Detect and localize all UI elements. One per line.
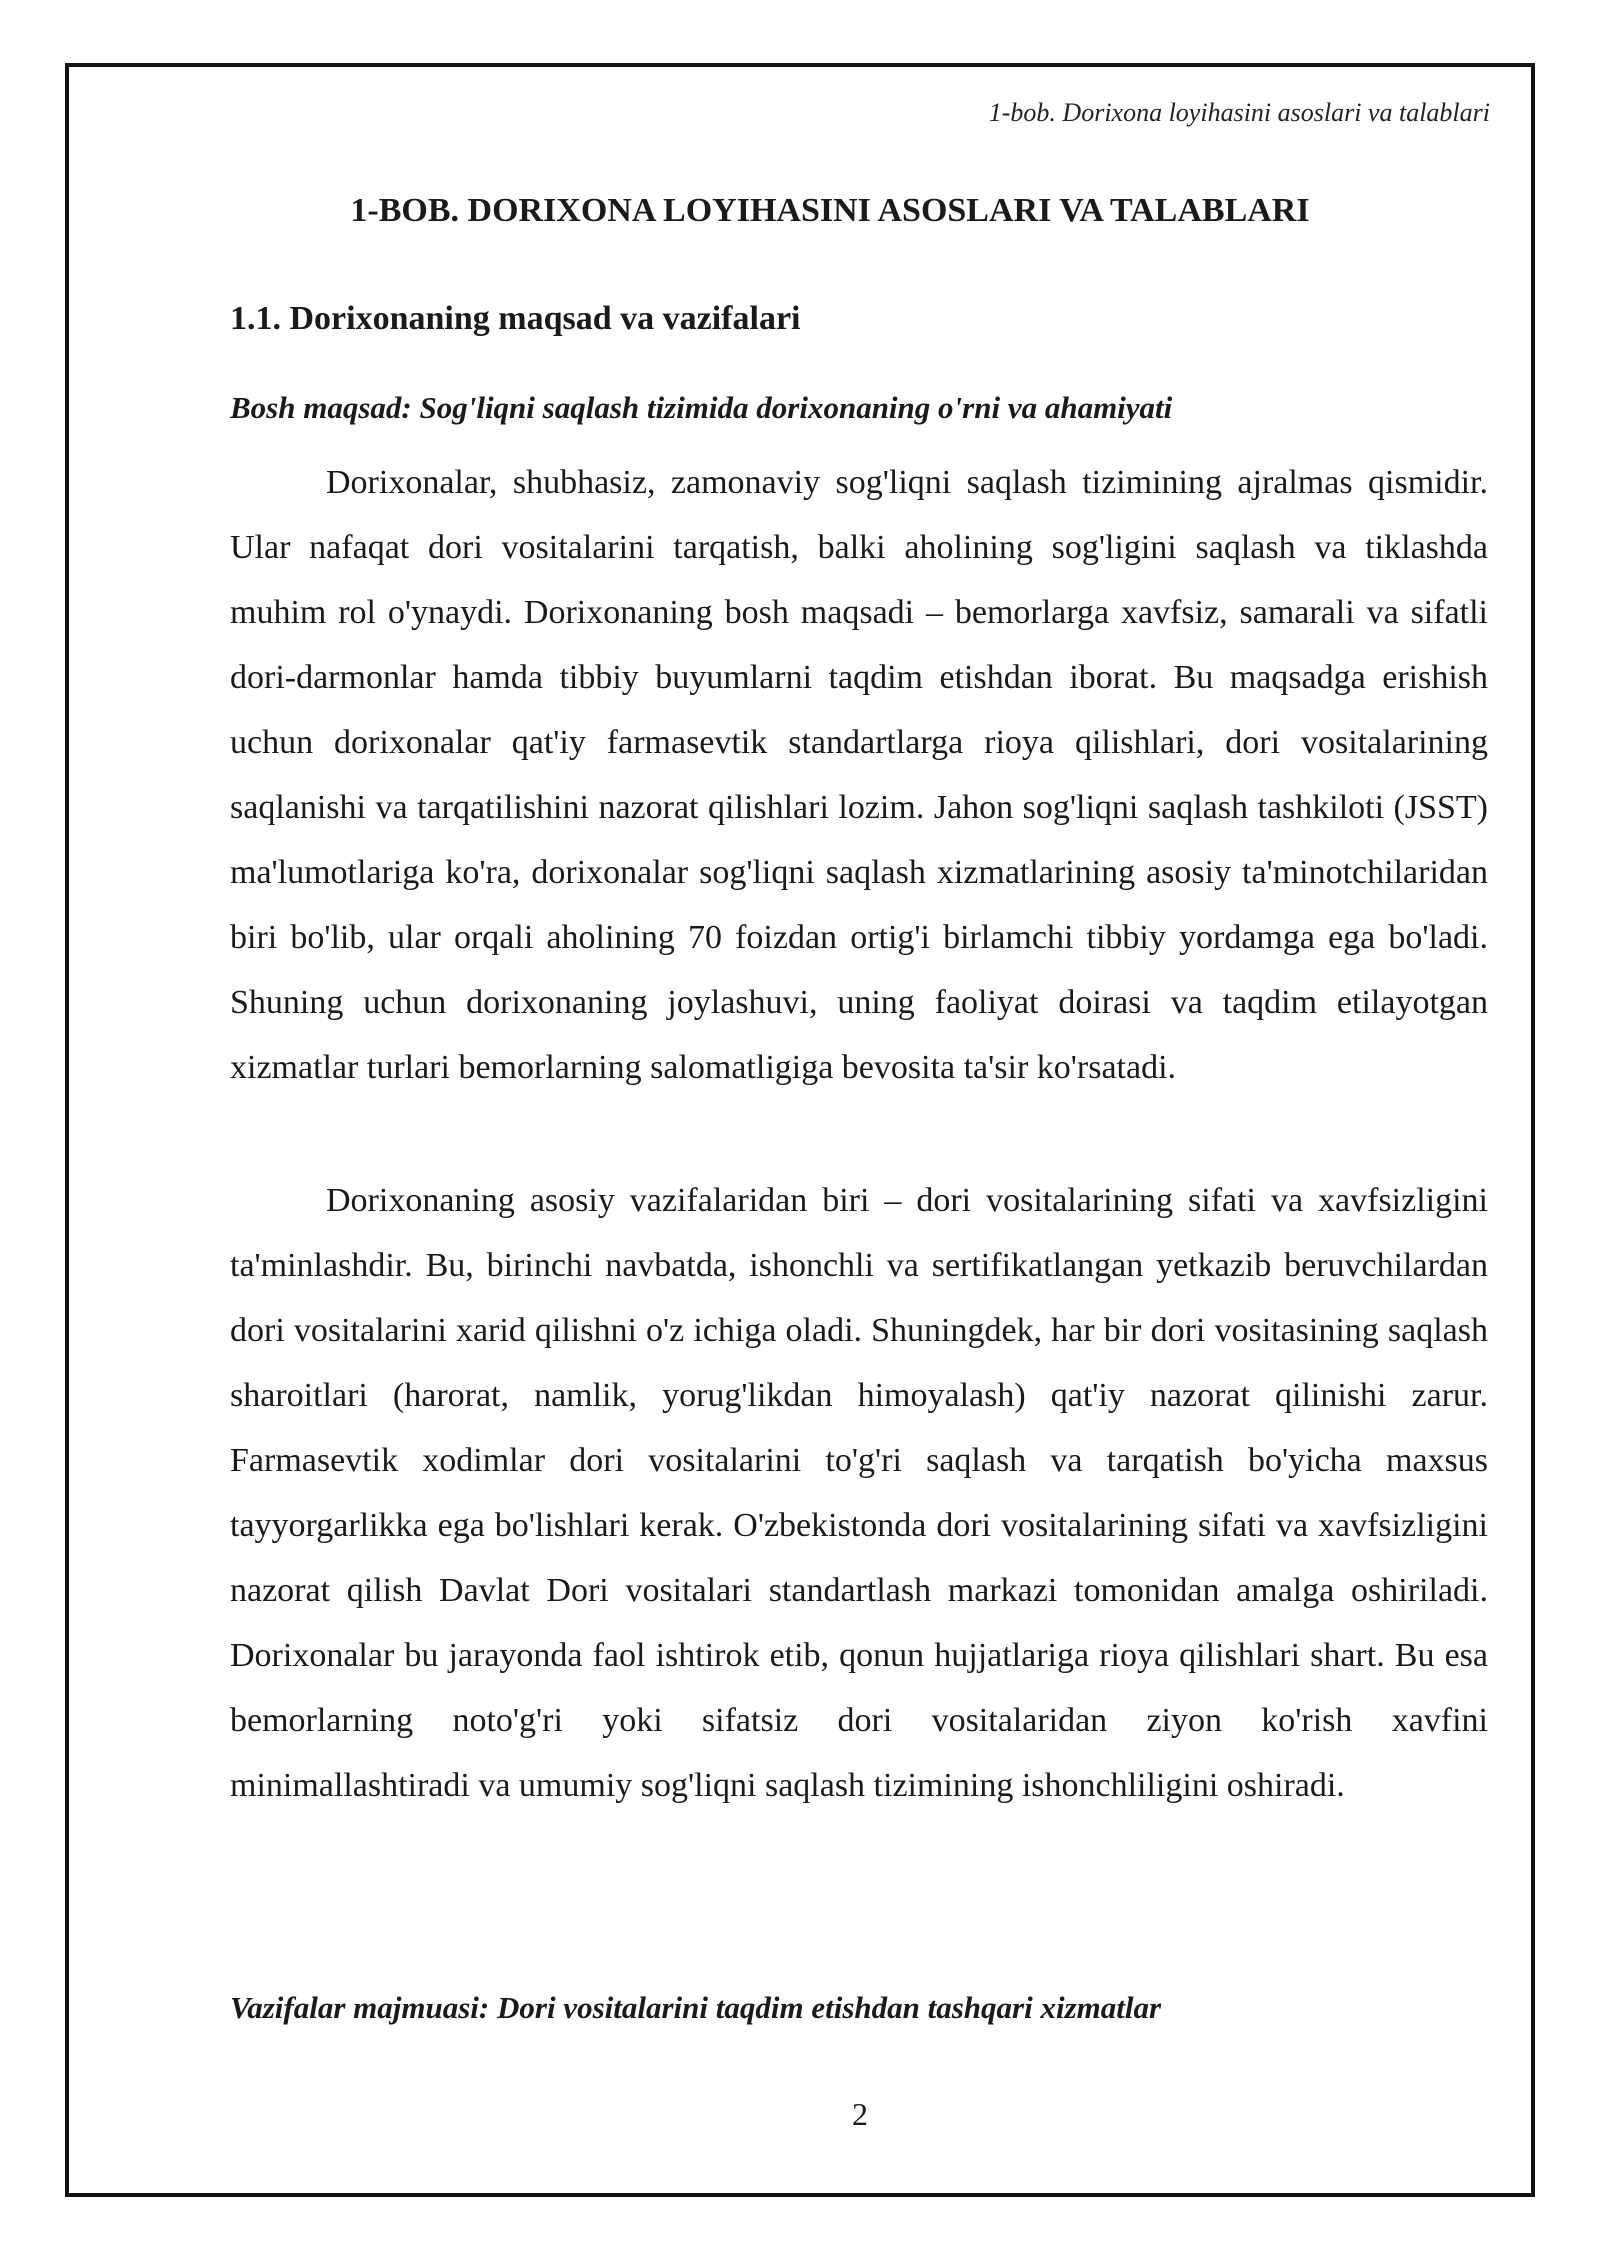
paragraph-1-text: Dorixonalar, shubhasiz, zamonaviy sog'liqni saqlash tizimining ajralmas qismidir. Ular nafaqat dori vositalarini tarqatish, balki aholining sog'ligini saqlash va tiklashda muhim rol o'ynaydi. Dorixonaning bosh maqsadi – bemorlarga xavfsiz, samarali va sifatli dori-darmonlar hamda tibbiy buyumlarni taqdim etishdan iborat. Bu maqsadga erishish uchun dorixonalar qat'iy farmasevtik standartlarga rioya qilishlari, dori vositalarining saqlanishi va tarqatilishini nazorat qilishlari lozim. Jahon sog'liqni saqlash tashkiloti (JSST) ma'lumotlariga ko'ra, dorixonalar sog'liqni saqlash xizmatlarining asosiy ta'minotchilaridan biri bo'lib, ular orqali aholining 70 foizdan ortig'i birlamchi tibbiy yordamga ega bo'ladi. Shuning uchun dorixonaning joylashuvi, uning faoliyat doirasi va taqdim etilayotgan xizmatlar turlari bemorlarning salomatligiga bevosita ta'sir ko'rsatadi.	[230, 464, 1488, 1086]
running-header: 1-bob. Dorixona loyihasini asoslari va talablari	[988, 98, 1490, 127]
paragraph-2	[230, 1168, 1488, 1818]
paragraph-2-text: Dorixonaning asosiy vazifalaridan biri – dori vositalarining sifati va xavfsizligini ta'minlashdir. Bu, birinchi navbatda, ishonchli va sertifikatlangan yetkazib beruvchilardan dori vositalarini xarid qilishni o'z ichiga oladi. Shuningdek, har bir dori vositasining saqlash sharoitlari (harorat, namlik, yorug'likdan himoyalash) qat'iy nazorat qilinishi zarur. Farmasevtik xodimlar dori vositalarini to'g'ri saqlash va tarqatish bo'yicha maxsus tayyorgarlikka ega bo'lishlari kerak. O'zbekistonda dori vositalarining sifati va xavfsizligini nazorat qilish Davlat Dori vositalari standartlash markazi tomonidan amalga oshiriladi. Dorixonalar bu jarayonda faol ishtirok etib, qonun hujjatlariga rioya qilishlari shart. Bu esa bemorlarning noto'g'ri yoki sifatsiz dori vositalaridan ziyon ko'rish xavfini minimallashtiradi va umumiy sog'liqni saqlash tizimining ishonchliligini oshiradi.	[230, 1182, 1488, 1804]
subheading-tasks: Vazifalar majmuasi: Dori vositalarini taqdim etishdan tashqari xizmatlar	[230, 1990, 1162, 2025]
subheading-main-goal: Bosh maqsad: Sog'liqni saqlash tizimida dorixonaning o'rni va ahamiyati	[230, 390, 1173, 425]
page-number: 2	[852, 2096, 868, 2132]
chapter-title: 1-BOB. DORIXONA LOYIHASINI ASOSLARI VA TALABLARI	[350, 192, 1310, 229]
paragraph-1	[230, 450, 1488, 1100]
page-border	[65, 63, 1535, 2197]
section-heading: 1.1. Dorixonaning maqsad va vazifalari	[230, 300, 801, 337]
